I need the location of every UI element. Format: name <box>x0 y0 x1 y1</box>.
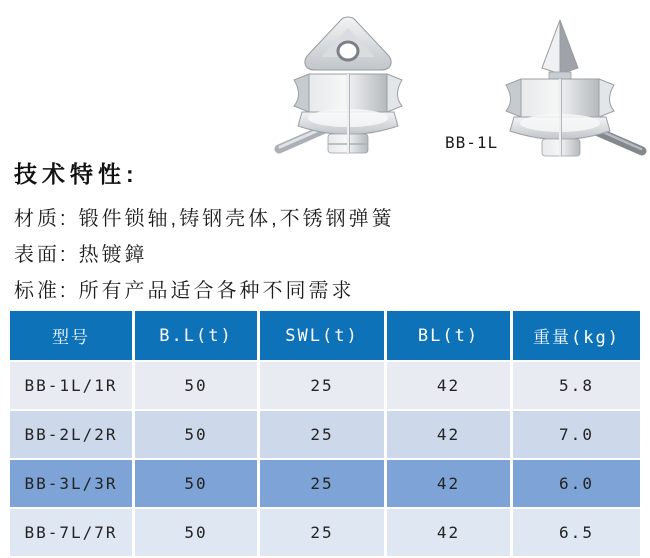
cell-bl2: 42 <box>387 411 513 460</box>
spec-value: 锻件锁轴,铸钢壳体,不锈钢弹簧 <box>78 208 395 230</box>
section-heading: 技术特性: <box>14 161 139 187</box>
cell-swl: 25 <box>260 362 387 411</box>
cell-weight: 6.0 <box>513 460 640 509</box>
cell-model: BB-2L/2R <box>10 411 135 460</box>
product-label: BB-1L <box>445 133 499 152</box>
cell-bl2: 42 <box>387 460 513 509</box>
product-photo-twistlock-right <box>472 18 650 158</box>
table-header-row <box>10 311 640 362</box>
cell-weight: 5.8 <box>513 362 640 411</box>
col-header-weight: 重量(kg) <box>513 311 640 362</box>
table-row <box>10 411 640 460</box>
cell-swl: 25 <box>260 460 387 509</box>
spec-label: 表面: <box>14 244 69 266</box>
spec-table <box>10 311 640 558</box>
table-row <box>10 509 640 558</box>
col-header-swl: SWL(t) <box>260 311 387 362</box>
cell-bl: 50 <box>135 362 260 411</box>
spec-value: 所有产品适合各种不同需求 <box>78 280 355 302</box>
cell-model: BB-7L/7R <box>10 509 135 558</box>
cell-bl2: 42 <box>387 509 513 558</box>
cell-swl: 25 <box>260 509 387 558</box>
cell-model: BB-3L/3R <box>10 460 135 509</box>
table-row <box>10 362 640 411</box>
product-photo-twistlock-left <box>272 14 424 158</box>
spec-value: 热镀鏱 <box>78 244 148 266</box>
table-row <box>10 460 640 509</box>
cell-weight: 7.0 <box>513 411 640 460</box>
cell-bl: 50 <box>135 411 260 460</box>
spec-line-material <box>14 202 395 231</box>
cell-model: BB-1L/1R <box>10 362 135 411</box>
cell-swl: 25 <box>260 411 387 460</box>
spec-label: 标准: <box>14 280 69 302</box>
spec-label: 材质: <box>14 208 69 230</box>
col-header-bl: B.L(t) <box>135 311 260 362</box>
spec-line-surface <box>14 238 148 267</box>
spec-line-standard <box>14 274 355 303</box>
cell-weight: 6.5 <box>513 509 640 558</box>
col-header-model: 型号 <box>10 311 135 362</box>
cell-bl2: 42 <box>387 362 513 411</box>
cell-bl: 50 <box>135 460 260 509</box>
cell-bl: 50 <box>135 509 260 558</box>
col-header-bl2: BL(t) <box>387 311 513 362</box>
